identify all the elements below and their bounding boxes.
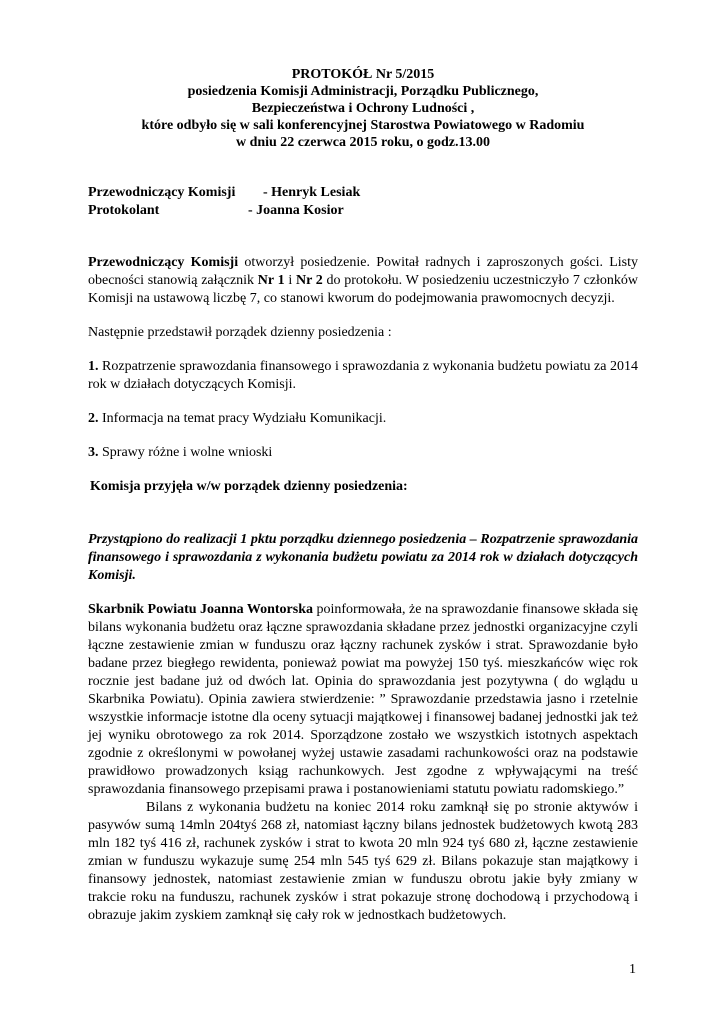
opening-paragraph — [88, 254, 638, 308]
title-line-2: posiedzenia Komisji Administracji, Porządku Publicznego, — [187, 84, 539, 99]
agenda-item — [88, 358, 638, 394]
participants-block — [88, 184, 638, 220]
agenda-item-text: Sprawy różne i wolne wnioski — [98, 445, 273, 460]
title-line-5: w dniu 22 czerwca 2015 roku, o godz.13.00 — [235, 135, 491, 150]
document-page — [88, 66, 638, 925]
agenda-item-text: Informacja na temat pracy Wydziału Komunikacji. — [98, 411, 387, 426]
opening-text-a: otworzył posiedzenie. Powitał radnych i zaproszonych gości. Listy obecności stanowią załącznik — [88, 255, 638, 288]
agenda-item — [88, 444, 638, 462]
agenda-intro: Następnie przedstawił porządek dzienny posiedzenia : — [88, 325, 392, 340]
agenda-item-number: 1. — [88, 359, 99, 374]
recorder-name: - Joanna Kosior — [248, 203, 344, 218]
agenda-list — [88, 358, 638, 462]
agenda-item-number: 3. — [88, 445, 99, 460]
recorder-role: Protokolant — [88, 203, 160, 218]
chair-name: - Henryk Lesiak — [263, 185, 361, 200]
chair-row — [88, 184, 638, 202]
agenda-accepted: Komisja przyjęła w/w porządek dzienny posiedzenia: — [90, 479, 408, 494]
title-line-3: Bezpieczeństwa i Ochrony Ludności , — [251, 101, 475, 116]
page-number: 1 — [629, 962, 636, 977]
attachment-nr2: Nr 2 — [295, 273, 323, 288]
opening-text-c: do protokołu. W posiedzeniu uczestniczyło 7 członków Komisji na ustawową liczbę 7, co stanowi kworum do podejmowania prawomocnych decyzji. — [88, 273, 639, 306]
opening-text-b: i — [284, 273, 296, 288]
recorder-row — [88, 202, 638, 220]
agenda-item-number: 2. — [88, 411, 99, 426]
treasurer-report-text: poinformowała, że na sprawozdanie finansowe składa się bilans wykonania budżetu oraz łączne sprawozdania składane przez jednostki organizacyjne czyli łączne zestawienie zmian w funduszu oraz łączny rachunek zysków i strat. Sprawozdanie było badane przez biegłego rewidenta, ponieważ powiat ma powyżej 150 tyś. mieszkańców więc rok rocznie jest badane już od dwóch lat. Opinia do sprawozdania jest pozytywna ( do wglądu u Skarbnika Powiatu). Opinia zawiera stwierdzenie: ” Sprawozdanie przedstawia jasno i rzetelnie wszystkie informacje istotne dla oceny sytuacji majątkowej i finansowej badanej jednostki jak też jej wyniku obrotowego za rok 2014. Sporządzone zostało we wszystkich istotnych aspektach zgodnie z określonymi w powołanej wyżej ustawie zasadami rachunkowości oraz na podstawie prawidłowo prowadzonych ksiąg rachunkowych. Jest zgodne z wpływającymi na treść sprawozdania finansowego przepisami prawa i postanowieniami statutu powiatu radomskiego.” — [88, 602, 638, 797]
treasurer-report — [88, 601, 638, 799]
chair-role: Przewodniczący Komisji — [88, 185, 236, 200]
agenda-item-text: Rozpatrzenie sprawozdania finansowego i sprawozdania z wykonania budżetu powiatu za 2014 rok w działach dotyczących Komisji. — [88, 359, 638, 392]
agenda-item — [88, 410, 638, 428]
opening-lead: Przewodniczący Komisji — [88, 255, 239, 270]
document-title — [88, 66, 638, 151]
balance-paragraph: Bilans z wykonania budżetu na koniec 2014 roku zamknął się po stronie aktywów i pasywów sumą 14mln 204tyś 268 zł, natomiast łączny bilans jednostek budżetowych kwotą 283 mln 182 tyś 416 zł, rachunek zysków i strat to kwota 20 mln 924 tyś 680 zł, łączne zestawienie zmian w funduszu wykazuje sumę 254 mln 545 tyś 629 zł. Bilans pokazuje stan majątkowy i finansowy jednostek, natomiast zestawienie zmian w funduszu obrotu jakie były zmiany w trakcie roku na funduszu, rachunek zysków i strat pokazuje stronę dochodową i przychodową i obrazuje jakim zyskiem zamknął się cały rok w jednostkach budżetowych. — [88, 800, 638, 923]
title-line-1: PROTOKÓŁ Nr 5/2015 — [291, 67, 435, 82]
section-heading: Przystąpiono do realizacji 1 pktu porządku dziennego posiedzenia – Rozpatrzenie sprawozdania finansowego i sprawozdania z wykonania budżetu powiatu za 2014 rok w działach dotyczących Komisji. — [88, 532, 638, 583]
treasurer-name: Skarbnik Powiatu Joanna Wontorska — [88, 602, 313, 617]
title-line-4: które odbyło się w sali konferencyjnej Starostwa Powiatowego w Radomiu — [141, 118, 585, 133]
attachment-nr1: Nr 1 — [257, 273, 285, 288]
